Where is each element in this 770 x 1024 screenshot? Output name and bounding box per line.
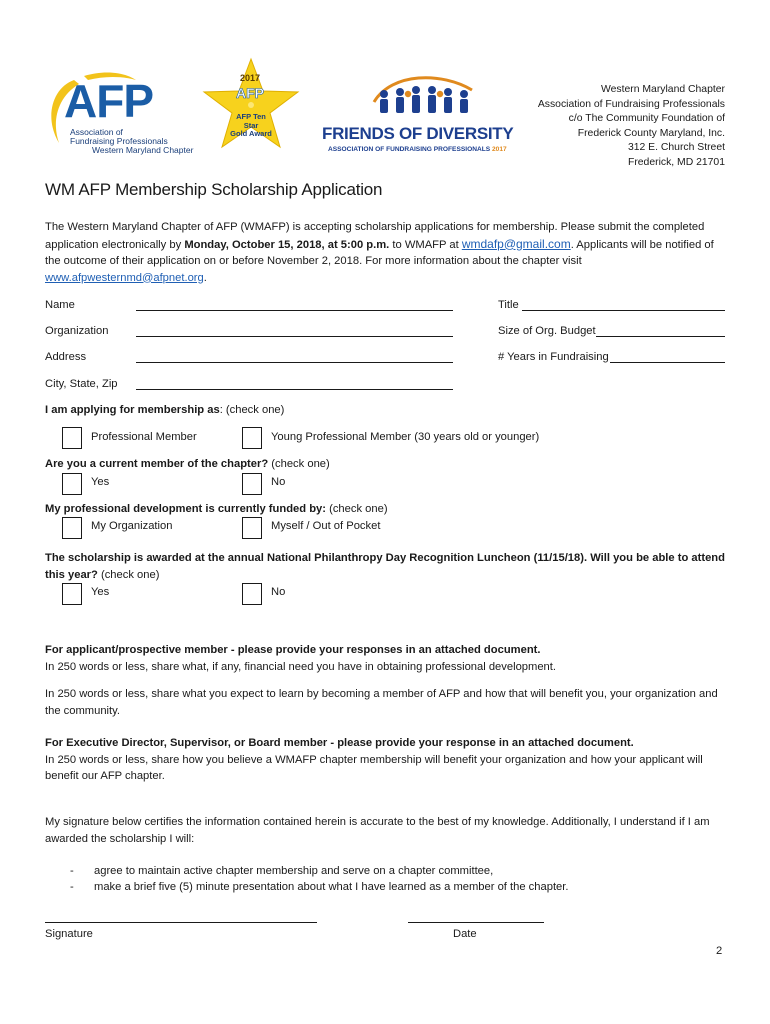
luncheon-question — [45, 550, 730, 583]
executive-section — [45, 735, 730, 785]
page-number: 2 — [716, 945, 723, 957]
my-organization-checkbox[interactable] — [62, 517, 82, 539]
intro-text: . Applicants will be notified of the outcome of their application on or before November 2, 2018. For more information about the chapter visit — [45, 238, 714, 267]
city-state-zip-label: City, State, Zip — [45, 378, 118, 390]
fod-sub: ASSOCIATION OF FUNDRAISING PROFESSIONALS — [328, 146, 491, 153]
signature-field[interactable] — [45, 922, 317, 923]
current-member-question — [45, 456, 330, 472]
q4-hint: (check one) — [97, 568, 160, 581]
my-organization-label: My Organization — [91, 520, 173, 532]
afp-line2: Fundraising Professionals — [70, 136, 168, 146]
award-mark: AFP — [236, 85, 264, 101]
address-field[interactable] — [136, 362, 453, 363]
award-line2: Gold Award — [230, 129, 272, 138]
applicant-heading: For applicant/prospective member - please provide your responses in an attached document. — [45, 644, 541, 656]
afp-line1: Association of — [70, 127, 123, 137]
deadline: Monday, October 15, 2018, at 5:00 p.m. — [184, 238, 390, 251]
q4-label: The scholarship is awarded at the annual National Philanthropy Day Recognition Luncheon (11/15/18). Will you be able to attend this year? — [45, 552, 725, 581]
luncheon-yes-checkbox[interactable] — [62, 583, 82, 605]
commitment-item: make a brief five (5) minute presentation about what I have learned as a member of the chapter. — [94, 881, 569, 893]
myself-label: Myself / Out of Pocket — [271, 520, 381, 532]
luncheon-yes-label: Yes — [91, 586, 110, 598]
fod-title: FRIENDS OF DIVERSITY — [322, 124, 514, 143]
award-line1: AFP Ten Star — [236, 112, 266, 130]
professional-member-checkbox[interactable] — [62, 427, 82, 449]
page-title: WM AFP Membership Scholarship Application — [45, 180, 383, 199]
myself-checkbox[interactable] — [242, 517, 262, 539]
title-field[interactable] — [522, 310, 725, 311]
professional-member-label: Professional Member — [91, 431, 197, 443]
intro-text: The Western Maryland Chapter of AFP (WMAFP) is accepting scholarship applications for membership. Please submit the completed application electronically by — [45, 221, 705, 251]
applicant-section — [45, 642, 730, 675]
luncheon-no-checkbox[interactable] — [242, 583, 262, 605]
financial-need-prompt: In 250 words or less, share what, if any, financial need you have in obtaining professional development. — [45, 660, 556, 673]
young-professional-checkbox[interactable] — [242, 427, 262, 449]
commitment-item: agree to maintain active chapter membership and serve on a chapter committee, — [94, 865, 494, 877]
address-label: Address — [45, 351, 87, 363]
membership-type-question — [45, 402, 284, 418]
learning-prompt: In 250 words or less, share what you expect to learn by becoming a member of AFP and how that will benefit you, your organization and the community. — [45, 688, 718, 717]
signature-label: Signature — [45, 928, 93, 940]
intro-text: to WMAFP at — [389, 238, 462, 251]
bullet-mark: - — [70, 881, 74, 893]
chapter-address — [538, 83, 725, 170]
email-link[interactable]: wmdafp@gmail.com — [461, 236, 571, 251]
address-line: Association of Fundraising Professionals — [537, 98, 725, 110]
intro-paragraph — [45, 219, 730, 286]
people-figures-icon — [322, 72, 532, 124]
address-line: 312 E. Church Street — [627, 142, 725, 153]
young-professional-label: Young Professional Member (30 years old or younger) — [271, 431, 540, 443]
afp-line3: Western Maryland Chapter — [92, 145, 194, 155]
q3-hint: (check one) — [325, 503, 388, 515]
executive-heading: For Executive Director, Supervisor, or Board member - please provide your response in an attached document. — [45, 737, 634, 749]
q3-label: My professional development is currently funded by: — [45, 503, 326, 515]
address-line: c/o The Community Foundation of — [568, 113, 725, 124]
budget-label: Size of Org. Budget — [498, 325, 596, 337]
organization-field[interactable] — [136, 336, 453, 337]
q1-label: I am applying for membership as — [45, 404, 220, 416]
luncheon-no-label: No — [271, 586, 286, 598]
intro-text: . — [203, 271, 207, 284]
afp-logo — [44, 68, 194, 163]
name-field[interactable] — [136, 310, 453, 311]
funding-question — [45, 501, 388, 517]
star-award-icon — [200, 55, 302, 155]
years-field[interactable] — [610, 362, 725, 363]
date-field[interactable] — [408, 922, 544, 923]
organization-label: Organization — [45, 325, 109, 337]
name-label: Name — [45, 299, 75, 311]
q1-hint: : (check one) — [219, 404, 285, 416]
executive-prompt: In 250 words or less, share how you believe a WMAFP chapter membership will benefit your organization and how your applicant will benefit our AFP chapter. — [45, 753, 703, 782]
years-label: # Years in Fundraising — [498, 351, 609, 363]
current-member-yes-label: Yes — [91, 476, 110, 488]
fod-year: 2017 — [492, 146, 507, 153]
current-member-no-checkbox[interactable] — [242, 473, 262, 495]
ten-star-award-logo — [200, 55, 302, 155]
city-state-zip-field[interactable] — [136, 389, 453, 390]
date-label: Date — [453, 928, 477, 940]
address-line: Frederick County Maryland, Inc. — [577, 127, 725, 139]
title-label: Title — [498, 299, 519, 311]
address-line: Western Maryland Chapter — [601, 84, 725, 95]
certification-statement: My signature below certifies the information contained herein is accurate to the best of my knowledge. Additionally, I understand if I am awarded the scholarship I will: — [45, 816, 710, 845]
afp-letters: AFP — [64, 75, 153, 127]
fod-subtitle — [328, 146, 507, 153]
q2-label: Are you a current member of the chapter? — [45, 458, 269, 470]
current-member-yes-checkbox[interactable] — [62, 473, 82, 495]
q2-hint: (check one) — [268, 458, 330, 470]
current-member-no-label: No — [271, 476, 286, 488]
award-year: 2017 — [240, 73, 261, 83]
chapter-website-link[interactable]: www.afpwesternmd@afpnet.org — [45, 271, 204, 284]
afp-subtext — [70, 128, 193, 155]
budget-field[interactable] — [596, 336, 725, 337]
bullet-mark: - — [70, 865, 74, 877]
address-line: Frederick, MD 21701 — [627, 156, 725, 168]
friends-of-diversity-logo — [322, 72, 532, 162]
award-text — [228, 113, 274, 139]
